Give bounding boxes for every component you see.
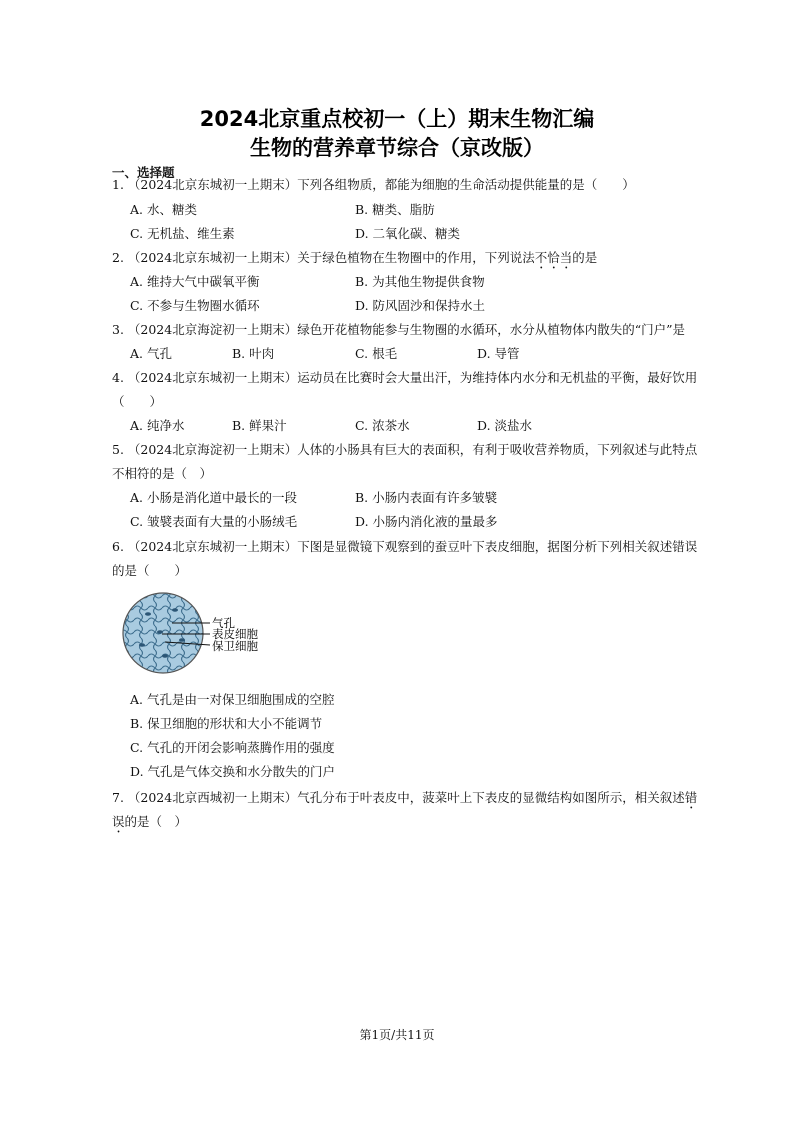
q4-option-a: A. 纯净水 <box>130 418 185 433</box>
title-line-1: 2024北京重点校初一（上）期末生物汇编 <box>199 107 595 131</box>
question-1: 1. （2024北京东城初一上期末）下列各组物质，都能为细胞的生命活动提供能量的是（ ） <box>112 177 635 192</box>
q3-option-c: C. 根毛 <box>355 346 398 361</box>
q3-option-b: B. 叶肉 <box>232 346 275 361</box>
q3-option-d: D. 导管 <box>477 346 520 361</box>
question-6-cont: 的是（ ） <box>112 563 188 578</box>
q7-text-end: 的是（ ） <box>124 814 188 829</box>
q1-option-c: C. 无机盐、维生素 <box>130 226 235 241</box>
question-7-cont <box>112 810 692 836</box>
q2-option-a: A. 维持大气中碳氧平衡 <box>130 274 260 289</box>
q2-option-b: B. 为其他生物提供食物 <box>355 274 485 289</box>
q7-emphasis: 错 <box>684 790 698 805</box>
q7-text: 7. （2024北京西城初一上期末）气孔分布于叶表皮中，菠菜叶上下表皮的显微结构如图所示，相关叙述 <box>112 790 685 805</box>
question-5-cont: 不相符的是（ ） <box>112 466 213 481</box>
title-line-2: 生物的营养章节综合（京改版） <box>250 136 544 160</box>
q7-emphasis-2: 误 <box>112 814 125 829</box>
q6-option-a: A. 气孔是由一对保卫细胞围成的空腔 <box>130 692 335 707</box>
question-6: 6. （2024北京东城初一上期末）下图是显微镜下观察到的蚕豆叶下表皮细胞，据图分析下列相关叙述错误 <box>112 539 698 554</box>
q5-option-b: B. 小肠内表面有许多皱襞 <box>355 490 498 505</box>
q6-option-b: B. 保卫细胞的形状和大小不能调节 <box>130 716 323 731</box>
q2-option-c: C. 不参与生物圈水循环 <box>130 298 260 313</box>
q1-option-b: B. 糖类、脂肪 <box>355 202 435 217</box>
question-4-cont: （ ） <box>112 394 163 409</box>
fig-label-epidermal-cell: 表皮细胞 <box>212 627 258 641</box>
q2-option-d: D. 防风固沙和保持水土 <box>355 298 486 313</box>
q1-option-d: D. 二氧化碳、糖类 <box>355 226 461 241</box>
q2-text: 2. （2024北京东城初一上期末）关于绿色植物在生物圈中的作用，下列说法 <box>112 250 535 265</box>
q4-option-b: B. 鲜果汁 <box>232 418 287 433</box>
q1-option-a: A. 水、糖类 <box>130 202 197 217</box>
question-2 <box>112 246 692 272</box>
q4-option-c: C. 浓茶水 <box>355 418 410 433</box>
question-3: 3. （2024北京海淀初一上期末）绿色开花植物能参与生物圈的水循环，水分从植物体内散失的“门户”是 <box>112 322 685 337</box>
question-7 <box>112 786 698 812</box>
question-4: 4. （2024北京东城初一上期末）运动员在比赛时会大量出汗，为维持体内水分和无机盐的平衡，最好饮用 <box>112 370 698 385</box>
page-footer: 第1页/共11页 <box>359 1028 435 1042</box>
q5-option-a: A. 小肠是消化道中最长的一段 <box>130 490 297 505</box>
q4-option-d: D. 淡盐水 <box>477 418 533 433</box>
q6-option-c: C. 气孔的开闭会影响蒸腾作用的强度 <box>130 740 335 755</box>
q2-text-end: 的是 <box>572 250 598 265</box>
q2-emphasis: 不恰当 <box>534 250 573 265</box>
fig-label-stoma: 气孔 <box>212 616 235 630</box>
section-heading: 一、选择题 <box>112 165 175 180</box>
q6-option-d: D. 气孔是气体交换和水分散失的门户 <box>130 764 336 779</box>
q5-option-c: C. 皱襞表面有大量的小肠绒毛 <box>130 514 298 529</box>
q5-option-d: D. 小肠内消化液的量最多 <box>355 514 498 529</box>
micrograph-circle <box>123 593 203 673</box>
question-5: 5. （2024北京海淀初一上期末）人体的小肠具有巨大的表面积，有利于吸收营养物质，下列叙述与此特点 <box>112 442 698 457</box>
fig-label-guard-cell: 保卫细胞 <box>212 639 258 653</box>
q3-option-a: A. 气孔 <box>130 346 172 361</box>
stomata-micrograph-figure <box>120 590 280 676</box>
